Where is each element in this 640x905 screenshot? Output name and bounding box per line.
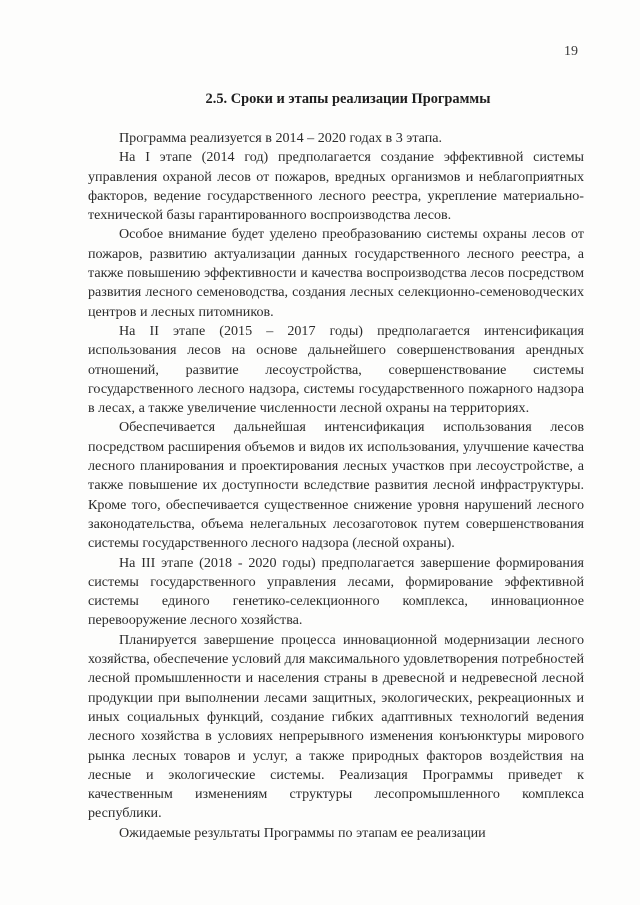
paragraph-stage-one: На I этапе (2014 год) предполагается создание эффективной системы управления охраной лесов от пожаров, вредных организмов и неблагоприятных факторов, ведение государственного лесного реестра, укрепление материально-технической базы гарантированного воспроизводства лесов.	[88, 149, 584, 224]
paragraph-program-period: Программа реализуется в 2014 – 2020 годах в 3 этапа.	[119, 130, 443, 146]
paragraph-stage-three: На III этапе (2018 - 2020 годы) предполагается завершение формирования системы государственного управления лесами, формирование эффективной системы единого генетико-селекционного комплекса, инновационное перевооружение лесного хозяйства.	[88, 554, 584, 629]
body-text	[88, 129, 584, 843]
paragraph-stage-two: На II этапе (2015 – 2017 годы) предполагается интенсификация использования лесов на основе дальнейшего совершенствования арендных отношений, развитие лесоустройства, совершенствование системы государственного лесного надзора, системы государственного пожарного надзора в лесах, а также увеличение численности лесной охраны на территориях.	[88, 322, 584, 417]
section-heading: 2.5. Сроки и этапы реализации Программы	[205, 91, 491, 107]
paragraph-special-attention: Особое внимание будет уделено преобразованию системы охраны лесов от пожаров, развитию актуализации данных государственного лесного реестра, а также повышению эффективности и качества воспроизводства лесов посредством развития лесного семеноводства, создания лесных селекционно-семеноводческих центров и лесных питомников.	[88, 226, 584, 320]
page-number: 19	[564, 44, 578, 59]
paragraph-expected-results: Ожидаемые результаты Программы по этапам ее реализации	[119, 824, 486, 841]
paragraph-modernization: Планируется завершение процесса инновационной модернизации лесного хозяйства, обеспечение условий для максимального удовлетворения потребностей лесной промышленности и населения страны в древесной и недревесной лесной продукции при выполнении лесами защитных, экологических, рекреационных и иных социальных функций, создание гибких адаптивных технологий ведения лесного хозяйства в условиях непрерывного изменения конъюнктуры мирового рынка лесных товаров и услуг, а также природных факторов воздействия на лесные и экологические системы. Реализация Программы приведет к качественным изменениям структуры лесопромышленного комплекса республики.	[88, 631, 585, 822]
paragraph-intensification: Обеспечивается дальнейшая интенсификация использования лесов посредством расширения объемов и видов их использования, улучшение качества лесного планирования и проектирования лесных участков при лесоустройстве, а также повышение их доступности вследствие развития лесной инфраструктуры. Кроме того, обеспечивается существенное снижение уровня нарушений лесного законодательства, объема нелегальных лесозаготовок путем совершенствования системы государственного лесного надзора (лесной охраны).	[88, 419, 584, 552]
